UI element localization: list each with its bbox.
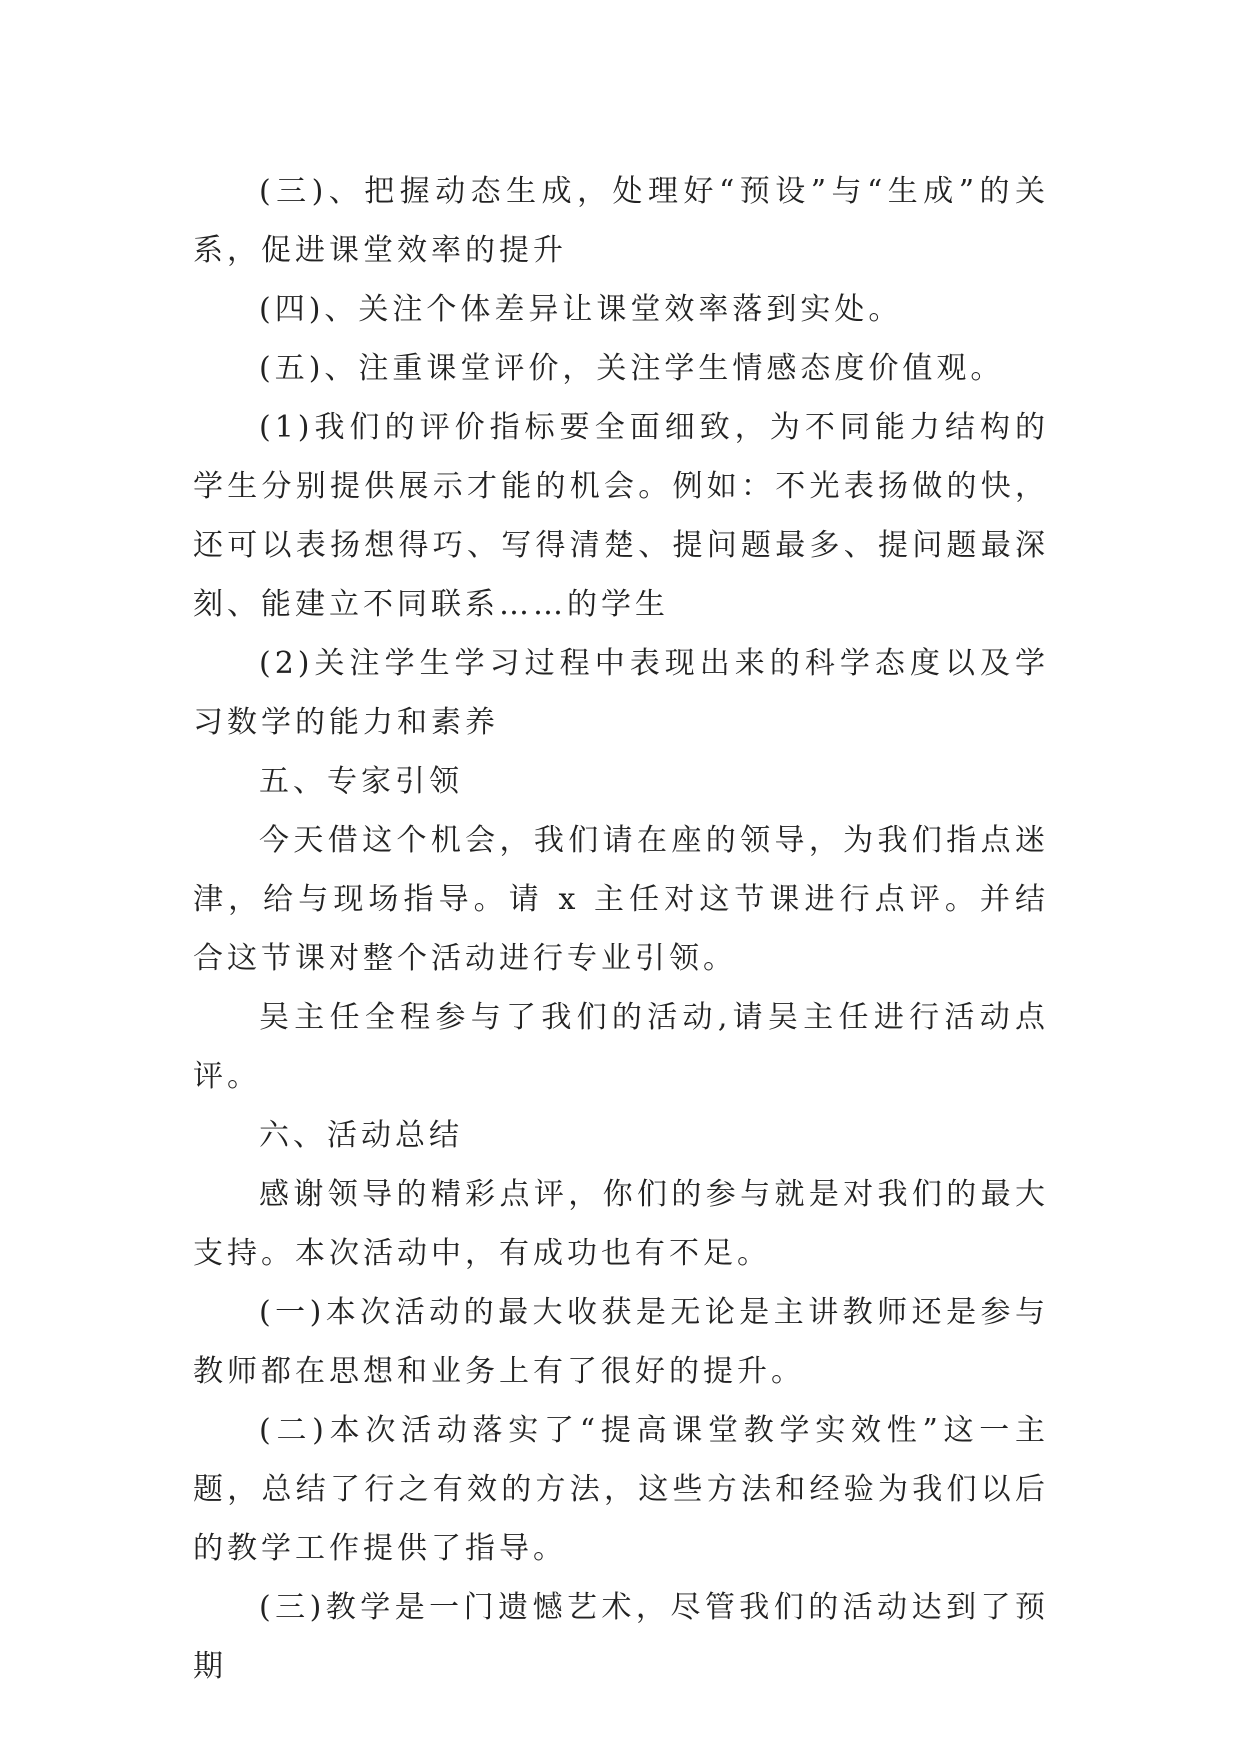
document-body [193,162,1049,1696]
paragraph: 感谢领导的精彩点评，你们的参与就是对我们的最大支持。本次活动中，有成功也有不足。 [193,1177,1049,1271]
paragraph: 今天借这个机会，我们请在座的领导，为我们指点迷津，给与现场指导。请 x 主任对这节课进行点评。并结合这节课对整个活动进行专业引领。 [193,823,1049,976]
paragraph: (三)、把握动态生成，处理好“预设”与“生成”的关系，促进课堂效率的提升 [193,174,1049,268]
paragraph: (三)教学是一门遗憾艺术，尽管我们的活动达到了预期 [193,1590,1049,1684]
paragraph: (五)、注重课堂评价，关注学生情感态度价值观。 [259,351,1005,386]
paragraph: (二)本次活动落实了“提高课堂教学实效性”这一主题，总结了行之有效的方法，这些方法和经验为我们以后的教学工作提供了指导。 [193,1413,1049,1566]
paragraph: (1)我们的评价指标要全面细致，为不同能力结构的学生分别提供展示才能的机会。例如：不光表扬做的快，还可以表扬想得巧、写得清楚、提问题最多、提问题最深刻、能建立不同联系……的学生 [193,410,1049,622]
section-heading: 六、活动总结 [259,1118,463,1153]
paragraph: (一)本次活动的最大收获是无论是主讲教师还是参与教师都在思想和业务上有了很好的提升。 [193,1295,1049,1389]
paragraph: (四)、关注个体差异让课堂效率落到实处。 [259,292,903,327]
section-heading: 五、专家引领 [259,764,463,799]
paragraph: 吴主任全程参与了我们的活动,请吴主任进行活动点评。 [193,1000,1049,1094]
paragraph: (2)关注学生学习过程中表现出来的科学态度以及学习数学的能力和素养 [193,646,1049,740]
